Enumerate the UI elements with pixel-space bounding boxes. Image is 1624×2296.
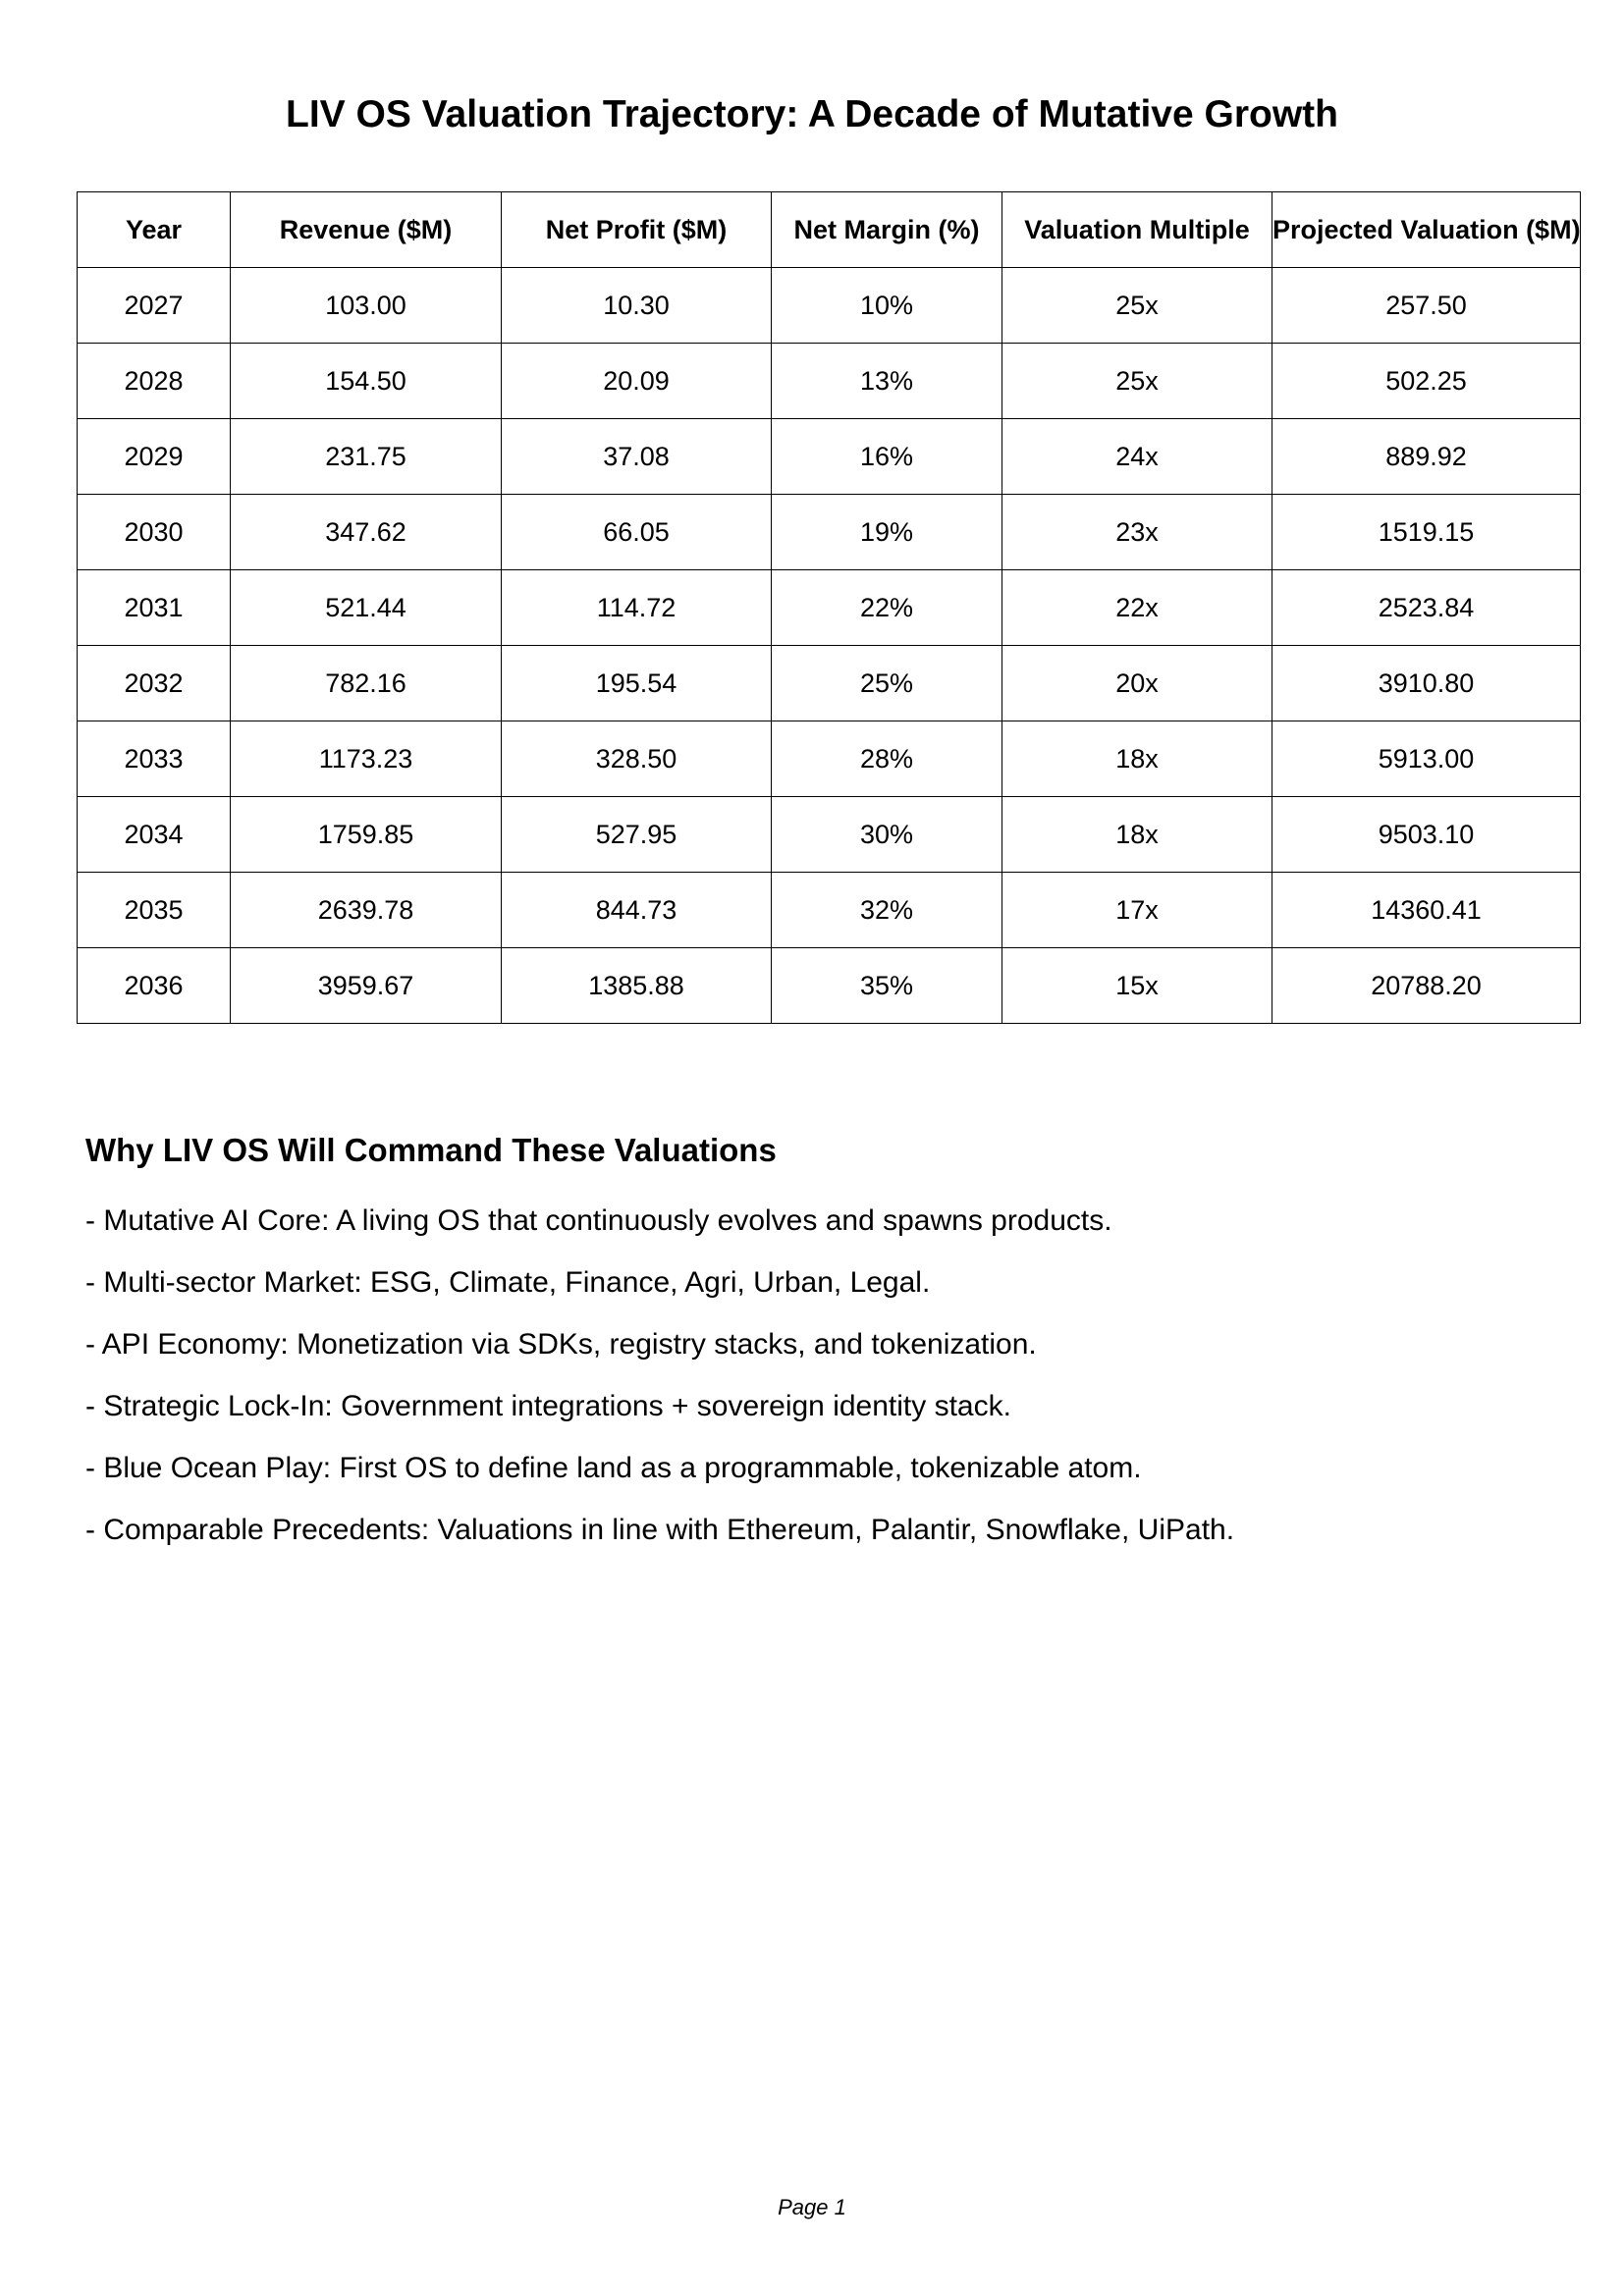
cell-year: 2035 xyxy=(78,873,231,948)
cell-projected-valuation: 502.25 xyxy=(1272,344,1581,419)
cell-valuation-multiple: 22x xyxy=(1002,570,1272,646)
cell-net-margin: 22% xyxy=(772,570,1002,646)
cell-projected-valuation: 2523.84 xyxy=(1272,570,1581,646)
header-projected-valuation: Projected Valuation ($M) xyxy=(1272,192,1581,268)
table-row xyxy=(78,570,1581,646)
cell-net-profit: 1385.88 xyxy=(502,948,772,1024)
cell-projected-valuation: 3910.80 xyxy=(1272,646,1581,721)
cell-revenue: 521.44 xyxy=(231,570,502,646)
cell-year: 2029 xyxy=(78,419,231,495)
cell-valuation-multiple: 25x xyxy=(1002,344,1272,419)
cell-valuation-multiple: 17x xyxy=(1002,873,1272,948)
cell-net-margin: 10% xyxy=(772,268,1002,344)
table-row xyxy=(78,646,1581,721)
cell-year: 2027 xyxy=(78,268,231,344)
cell-year: 2034 xyxy=(78,797,231,873)
table-row xyxy=(78,419,1581,495)
reasons-list xyxy=(85,1202,1234,1574)
cell-revenue: 3959.67 xyxy=(231,948,502,1024)
cell-valuation-multiple: 24x xyxy=(1002,419,1272,495)
cell-revenue: 2639.78 xyxy=(231,873,502,948)
section-heading: Why LIV OS Will Command These Valuations xyxy=(85,1132,777,1168)
cell-net-profit: 10.30 xyxy=(502,268,772,344)
page-number: Page 1 xyxy=(778,2195,846,2219)
table-row xyxy=(78,873,1581,948)
table-row xyxy=(78,268,1581,344)
cell-projected-valuation: 14360.41 xyxy=(1272,873,1581,948)
cell-net-profit: 66.05 xyxy=(502,495,772,570)
header-year: Year xyxy=(78,192,231,268)
table-row xyxy=(78,721,1581,797)
cell-revenue: 1759.85 xyxy=(231,797,502,873)
list-item: - API Economy: Monetization via SDKs, registry stacks, and tokenization. xyxy=(85,1328,1037,1361)
table-row xyxy=(78,344,1581,419)
cell-valuation-multiple: 20x xyxy=(1002,646,1272,721)
cell-net-margin: 16% xyxy=(772,419,1002,495)
cell-net-margin: 19% xyxy=(772,495,1002,570)
cell-valuation-multiple: 23x xyxy=(1002,495,1272,570)
cell-net-profit: 527.95 xyxy=(502,797,772,873)
cell-net-margin: 13% xyxy=(772,344,1002,419)
list-item: - Comparable Precedents: Valuations in line with Ethereum, Palantir, Snowflake, UiPath. xyxy=(85,1514,1235,1546)
cell-revenue: 154.50 xyxy=(231,344,502,419)
cell-net-margin: 28% xyxy=(772,721,1002,797)
table-header-row xyxy=(78,192,1581,268)
cell-net-profit: 328.50 xyxy=(502,721,772,797)
cell-year: 2028 xyxy=(78,344,231,419)
list-item: - Multi-sector Market: ESG, Climate, Finance, Agri, Urban, Legal. xyxy=(85,1266,931,1299)
cell-revenue: 1173.23 xyxy=(231,721,502,797)
cell-year: 2030 xyxy=(78,495,231,570)
cell-year: 2031 xyxy=(78,570,231,646)
table-row xyxy=(78,797,1581,873)
header-net-margin: Net Margin (%) xyxy=(772,192,1002,268)
cell-projected-valuation: 257.50 xyxy=(1272,268,1581,344)
cell-projected-valuation: 889.92 xyxy=(1272,419,1581,495)
cell-valuation-multiple: 15x xyxy=(1002,948,1272,1024)
header-valuation-multiple: Valuation Multiple xyxy=(1002,192,1272,268)
cell-valuation-multiple: 18x xyxy=(1002,797,1272,873)
cell-revenue: 782.16 xyxy=(231,646,502,721)
valuation-table xyxy=(77,191,1581,1024)
table-row xyxy=(78,495,1581,570)
cell-year: 2033 xyxy=(78,721,231,797)
header-net-profit: Net Profit ($M) xyxy=(502,192,772,268)
cell-net-profit: 195.54 xyxy=(502,646,772,721)
cell-net-margin: 30% xyxy=(772,797,1002,873)
cell-net-profit: 20.09 xyxy=(502,344,772,419)
cell-net-profit: 844.73 xyxy=(502,873,772,948)
cell-revenue: 231.75 xyxy=(231,419,502,495)
cell-revenue: 347.62 xyxy=(231,495,502,570)
cell-net-profit: 37.08 xyxy=(502,419,772,495)
page-title: LIV OS Valuation Trajectory: A Decade of Mutative Growth xyxy=(286,93,1338,135)
cell-year: 2032 xyxy=(78,646,231,721)
cell-valuation-multiple: 18x xyxy=(1002,721,1272,797)
cell-revenue: 103.00 xyxy=(231,268,502,344)
cell-net-margin: 32% xyxy=(772,873,1002,948)
cell-net-margin: 25% xyxy=(772,646,1002,721)
cell-net-margin: 35% xyxy=(772,948,1002,1024)
cell-projected-valuation: 1519.15 xyxy=(1272,495,1581,570)
list-item: - Strategic Lock-In: Government integrations + sovereign identity stack. xyxy=(85,1390,1011,1422)
cell-year: 2036 xyxy=(78,948,231,1024)
cell-projected-valuation: 20788.20 xyxy=(1272,948,1581,1024)
table-row xyxy=(78,948,1581,1024)
cell-net-profit: 114.72 xyxy=(502,570,772,646)
header-revenue: Revenue ($M) xyxy=(231,192,502,268)
cell-projected-valuation: 5913.00 xyxy=(1272,721,1581,797)
cell-projected-valuation: 9503.10 xyxy=(1272,797,1581,873)
list-item: - Mutative AI Core: A living OS that continuously evolves and spawns products. xyxy=(85,1204,1112,1237)
list-item: - Blue Ocean Play: First OS to define land as a programmable, tokenizable atom. xyxy=(85,1452,1142,1484)
cell-valuation-multiple: 25x xyxy=(1002,268,1272,344)
